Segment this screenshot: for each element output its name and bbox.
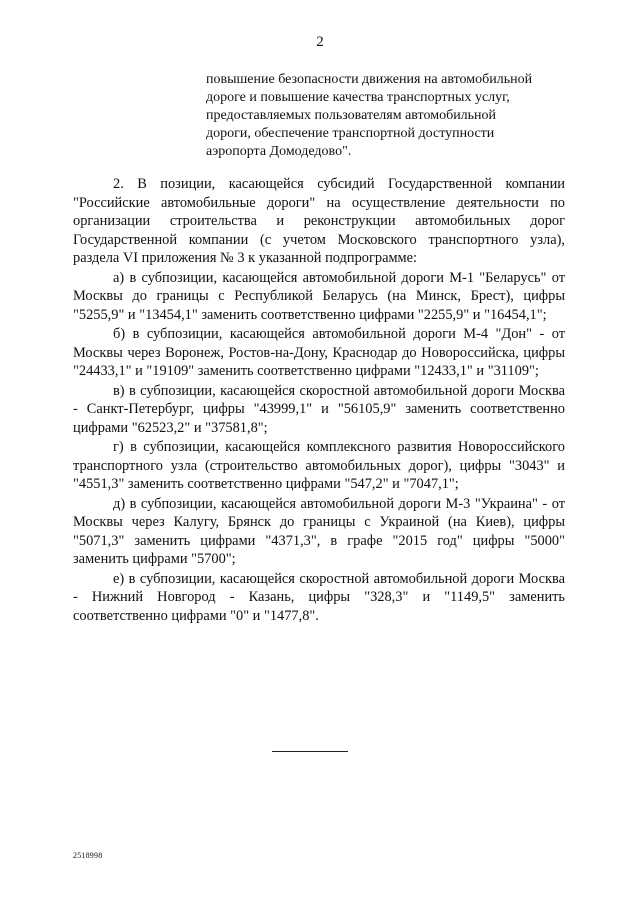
quoted-text-block xyxy=(206,71,566,161)
document-code: 2518998 xyxy=(73,851,103,860)
subparagraph-a: а) в субпозиции, касающейся автомобильной дороги М-1 "Беларусь" от Москвы до границы с Республикой Беларусь (на Минск, Брест), цифры "5255,9" и "13454,1" заменить соответственно цифрами "2255,9" и "16454,1"; xyxy=(73,269,565,323)
end-divider xyxy=(272,751,348,752)
quote-line: дороге и повышение качества транспортных услуг, xyxy=(206,90,510,105)
subparagraph-g: г) в субпозиции, касающейся комплексного развития Новороссийского транспортного узла (строительство автомобильных дорог), цифры "3043" и "4551,3" заменить соответственно цифрами "547,2" и "7047,1"; xyxy=(73,439,565,492)
document-body xyxy=(73,175,565,625)
page-number: 2 xyxy=(316,34,324,50)
subparagraph-v: в) в субпозиции, касающейся скоростной автомобильной дороги Москва - Санкт-Петербург, цифры "43999,1" и "56105,9" заменить соответственно цифрами "62523,2" и "37581,8"; xyxy=(73,382,565,436)
subparagraph-b: б) в субпозиции, касающейся автомобильной дороги М-4 "Дон" - от Москвы через Воронеж, Ростов-на-Дону, Краснодар до Новороссийска, цифры "24433,1" и "19109" заменить соответственно цифрами "12433,1" и "31109"; xyxy=(73,326,565,379)
subparagraph-e: е) в субпозиции, касающейся скоростной автомобильной дороги Москва - Нижний Новгород - Казань, цифры "328,3" и "1149,5" заменить соответственно цифрами "0" и "1477,8". xyxy=(73,570,565,624)
quote-line: предоставляемых пользователям автомобильной xyxy=(206,108,497,123)
paragraph-item-2: 2. В позиции, касающейся субсидий Государственной компании "Российские автомобильные дороги" на осуществление деятельности по организации строительства и реконструкции автомобильных дорог Государственной компании (с учетом Московского транспортного узла), раздела VI приложения № 3 к указанной подпрограмме: xyxy=(73,176,565,266)
quote-line: аэропорта Домодедово". xyxy=(206,144,352,159)
subparagraph-d: д) в субпозиции, касающейся автомобильной дороги М-3 "Украина" - от Москвы через Калугу, Брянск до границы с Украиной (на Киев), цифры "5071,3" заменить цифрами "4371,3", в графе "2015 год" цифры "5000" заменить цифрами "5700"; xyxy=(73,495,565,567)
quote-line: повышение безопасности движения на автомобильной xyxy=(206,72,533,87)
quote-line: дороги, обеспечение транспортной доступности xyxy=(206,126,495,141)
